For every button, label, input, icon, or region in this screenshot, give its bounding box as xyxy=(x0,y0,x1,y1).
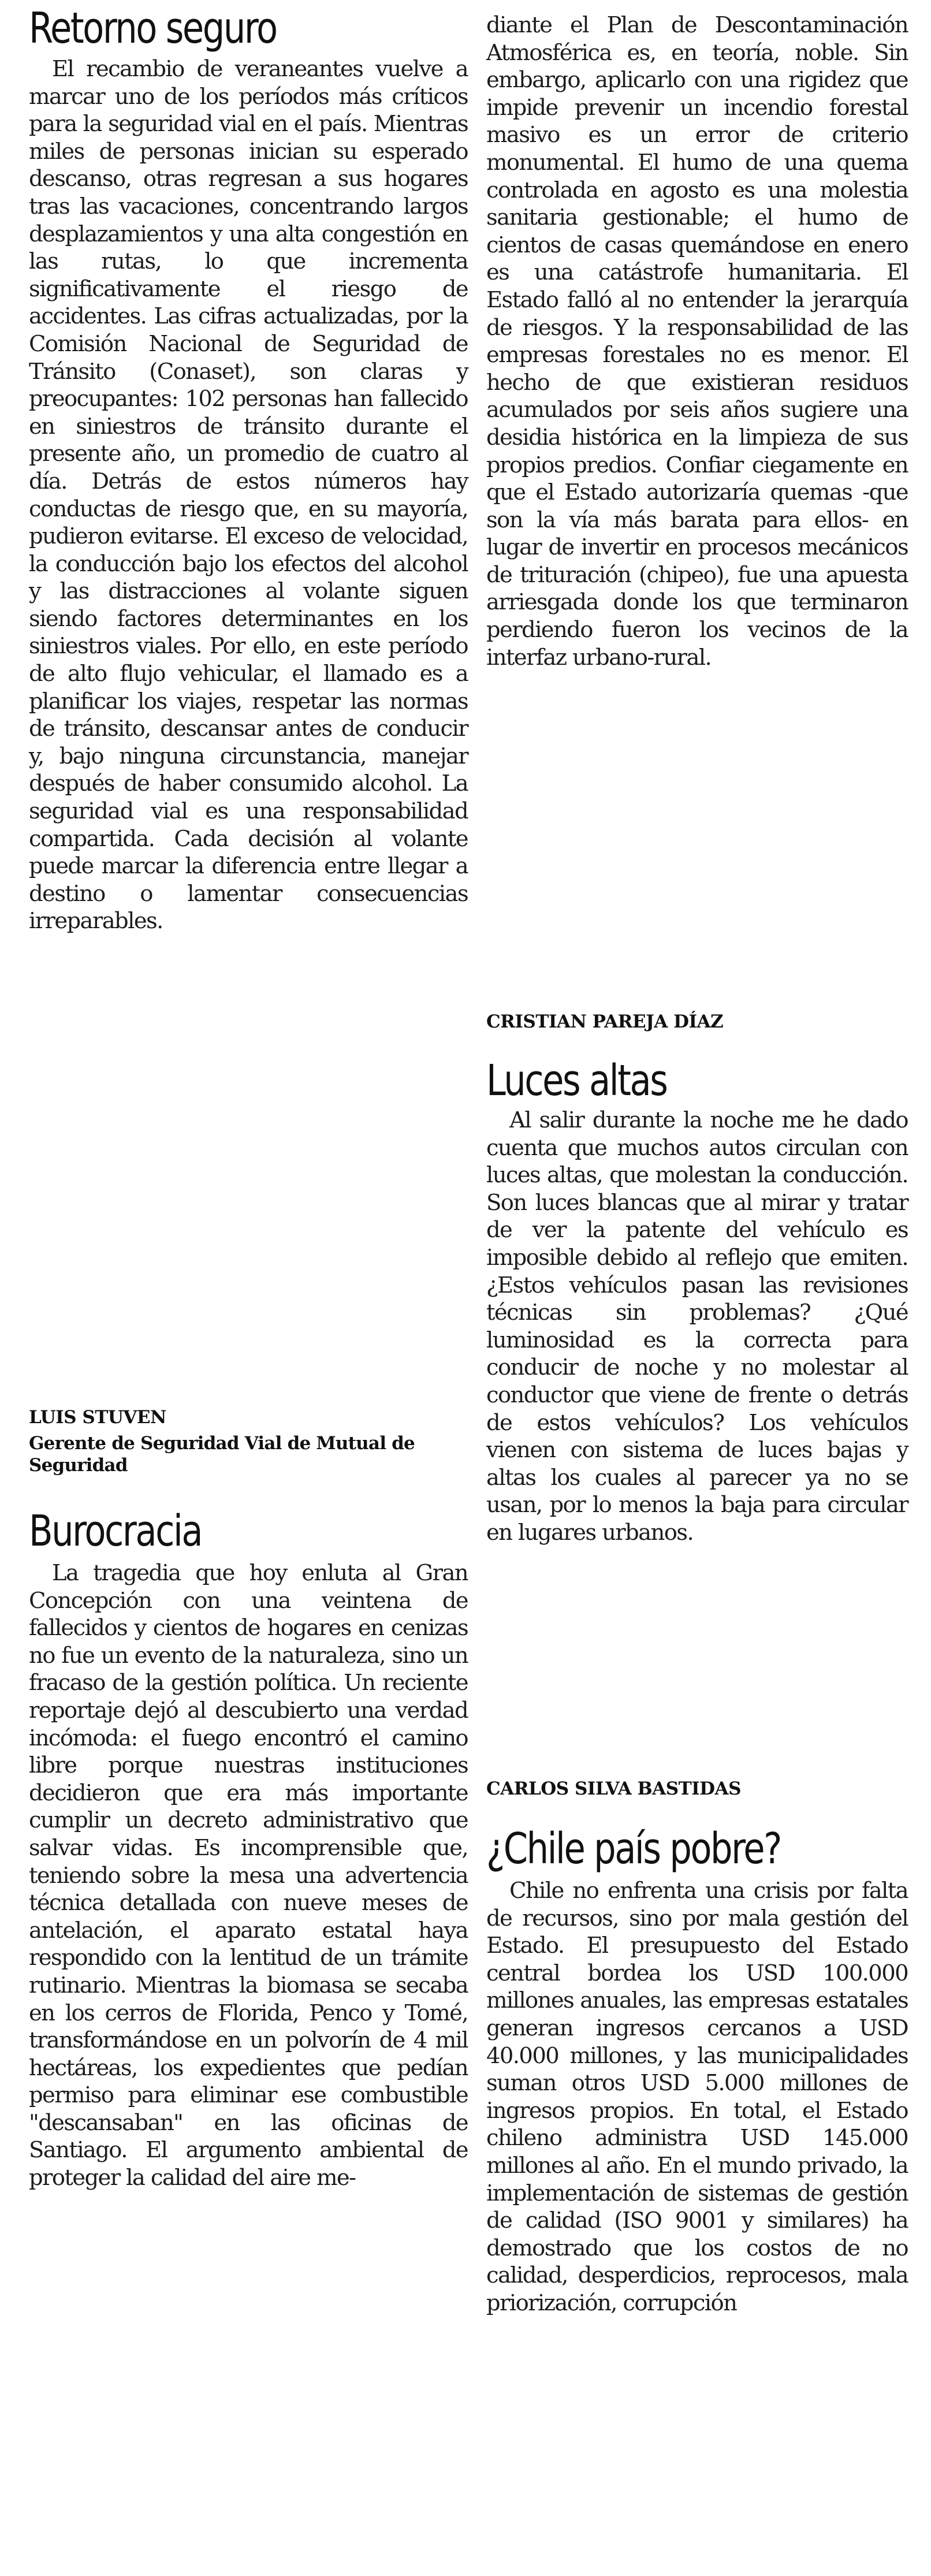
headline-burocracia: Burocracia xyxy=(29,1506,202,1556)
article-chile-pais-pobre-body: Chile no enfrenta una crisis por falta de recursos, sino por mala gestión del Estado. El presupuesto del Estado central bordea los USD 100.000 millones anuales, las empresas estatales generan ingresos cercanos a USD 40.000 millones, y las municipalidades suman otros USD 5.000 millones de ingresos propios. En total, el Estado chileno administra USD 145.000 millones al año. En el mundo privado, la implementación de sistemas de gestión de calidad (ISO 9001 y similares) ha demostrado que los costos de no calidad, desperdicios, reprocesos, mala priorización, corrupción xyxy=(486,1878,908,2316)
author-carlos-silva-bastidas: CARLOS SILVA BASTIDAS xyxy=(486,1778,741,1799)
headline-chile-pais-pobre: ¿Chile país pobre? xyxy=(486,1824,781,1874)
author-luis-stuven: LUIS STUVEN xyxy=(29,1407,166,1428)
author-role-luis-stuven: Gerente de Seguridad Vial de Mutual de Seguridad xyxy=(29,1433,415,1476)
headline-retorno-seguro: Retorno seguro xyxy=(29,3,277,53)
author-cristian-pareja-diaz: CRISTIAN PAREJA DÍAZ xyxy=(486,1011,724,1032)
article-burocracia-body: La tragedia que hoy enluta al Gran Concepción con una veintena de fallecidos y cientos de hogares en cenizas no fue un evento de la naturaleza, sino un fracaso de la gestión política. Un reciente reportaje dejó al descubierto una verdad incómoda: el fuego encontró el camino libre porque nuestras instituciones decidieron que era más importante cumplir un decreto administrativo que salvar vidas. Es incomprensible que, teniendo sobre la mesa una advertencia técnica detallada con nueve meses de antelación, el aparato estatal haya respondido con la lentitud de un trámite rutinario. Mientras la biomasa se secaba en los cerros de Florida, Penco y Tomé, transformándose en un polvorín de 4 mil hectáreas, los expedientes que pedían permiso para eliminar ese combustible "descansaban" en las oficinas de Santiago. El argumento ambiental de proteger la calidad del aire me- xyxy=(29,1560,468,2191)
article-retorno-seguro-body: El recambio de veraneantes vuelve a marcar uno de los períodos más críticos para la seguridad vial en el país. Mientras miles de personas inician su esperado descanso, otras regresan a sus hogares tras las vacaciones, concentrando largos desplazamientos y una alta congestión en las rutas, lo que incrementa significativamente el riesgo de accidentes. Las cifras actualizadas, por la Comisión Nacional de Seguridad de Tránsito (Conaset), son claras y preocupantes: 102 personas han fallecido en siniestros de tránsito durante el presente año, un promedio de cuatro al día. Detrás de estos números hay conductas de riesgo que, en su mayoría, pudieron evitarse. El exceso de velocidad, la conducción bajo los efectos del alcohol y las distracciones al volante siguen siendo factores determinantes en los siniestros viales. Por ello, en este período de alto flujo vehicular, el llamado es a planificar los viajes, respetar las normas de tránsito, descansar antes de conducir y, bajo ninguna circunstancia, manejar después de haber consumido alcohol. La seguridad vial es una responsabilidad compartida. Cada decisión al volante puede marcar la diferencia entre llegar a destino o lamentar consecuencias irreparables. xyxy=(29,56,468,935)
article-burocracia-continuation: diante el Plan de Descontaminación Atmosférica es, en teoría, noble. Sin embargo, aplicarlo con una rigidez que impide prevenir un incendio forestal masivo es un error de criterio monumental. El humo de una quema controlada en agosto es una molestia sanitaria gestionable; el humo de cientos de casas quemándose en enero es una catástrofe humanitaria. El Estado falló al no entender la jerarquía de riesgos. Y la responsabilidad de las empresas forestales no es menor. El hecho de que existieran residuos acumulados por seis años sugiere una desidia histórica en la limpieza de sus propios predios. Confiar ciegamente en que el Estado autorizaría quemas -que son la vía más barata para ellos- en lugar de invertir en procesos mecánicos de trituración (chipeo), fue una apuesta arriesgada donde los que terminaron perdiendo fueron los vecinos de la interfaz urbano-rural. xyxy=(486,12,908,671)
article-luces-altas-body: Al salir durante la noche me he dado cuenta que muchos autos circulan con luces altas, que molestan la conducción. Son luces blancas que al mirar y tratar de ver la patente del vehículo es imposible debido al reflejo que emiten. ¿Estos vehículos pasan las revisiones técnicas sin problemas? ¿Qué luminosidad es la correcta para conducir de noche y no molestar al conductor que viene de frente o detrás de estos vehículos? Los vehículos vienen con sistema de luces bajas y altas los cuales al parecer ya no se usan, por lo menos la baja para circular en lugares urbanos. xyxy=(486,1107,908,1546)
headline-luces-altas: Luces altas xyxy=(486,1056,667,1105)
